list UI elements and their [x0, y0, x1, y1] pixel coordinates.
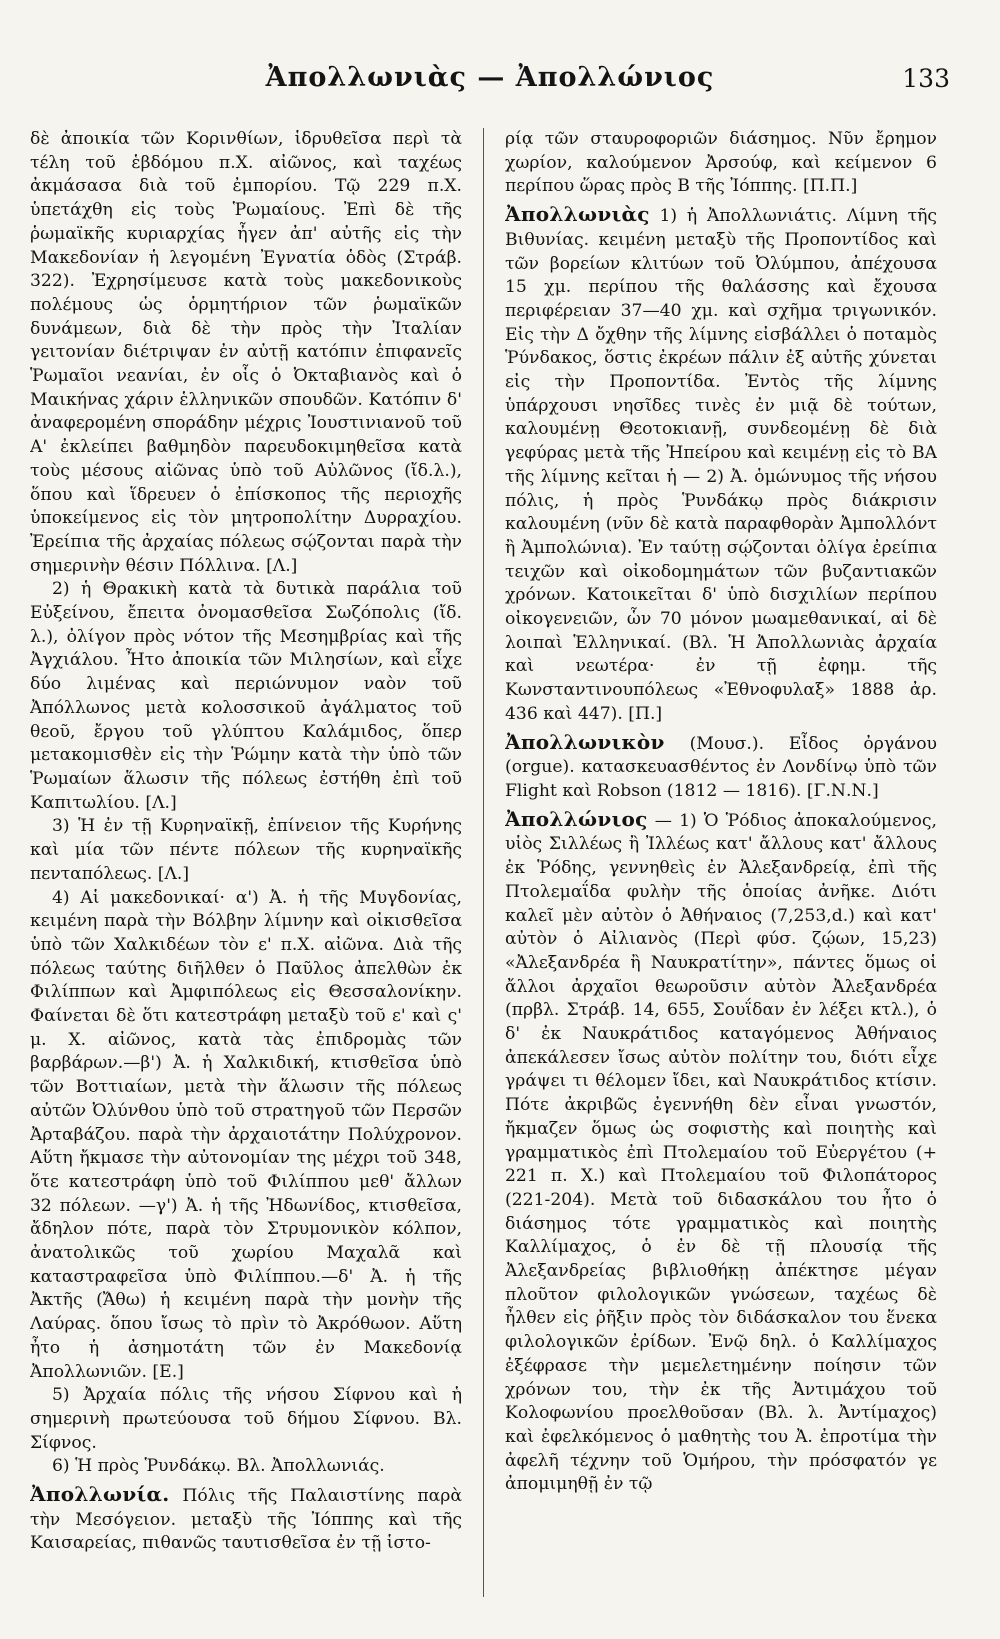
entry-text: — 1) Ὁ Ῥόδιος ἀποκαλούμενος, υἱὸς Σιλλέως ἢ Ἰλλέως κατ' ἄλλους κατ' ἄλλους ἐκ Ῥόδης, γεννηθεὶς ἐν Ἀλεξανδρείᾳ, ἐπὶ τῆς Πτολεμαΐδα φυλὴν τῆς ὁποίας ἀνῆκε. Διότι καλεῖ μὲν αὐτὸν ὁ Ἀθήναιος (7,253,d.) καὶ κατ' αὐτὸν ὁ Αἰλιανὸς (Περὶ φύσ. ζῴων, 15,23) «Ἀλεξανδρέα ἢ Ναυκρατίτην», πάντες ὅμως οἱ ἄλλοι ἀρχαῖοι θεωροῦσιν αὐτὸν Ἀλεξανδρέα (πρβλ. Στράβ. 14, 655, Σουΐδαν ἐν λέξει κτλ.), ὁ δ' ἐκ Ναυκράτιδος καταγόμενος Ἀθήναιος ἀπεκάλεσεν ἴσως αὐτὸν πολίτην του, διότι εἶχε γράψει τι θέλομεν ἴδει, καὶ Ναυκράτιδος κτίσιν. Πότε ἀκριβῶς ἐγεννήθη δὲν εἶναι γνωστόν, ἤκμαζεν ὅμως ὡς σοφιστὴς καὶ ποιητὴς καὶ γραμματικὸς ἐπὶ Πτολεμαίου τοῦ Εὐεργέτου (+ 221 π. Χ.) καὶ Πτολεμαίου τοῦ Φιλοπάτορος (221-204). Μετὰ τοῦ διδασκάλου του ἦτο ὁ διάσημος τότε γραμματικὸς καὶ ποιητὴς Καλλίμαχος, ὁ ἐν δὲ τῇ πλουσίᾳ τῆς Ἀλεξανδρείας βιβλιοθήκῃ ἀπέκτησε μέγαν πλοῦτον φιλολογικῶν γνώσεων, ταχέως δὲ ἦλθεν εἰς ῥῆξιν πρὸς τὸν διδάσκαλον του ἕνεκα φιλολογικῶν ἐρίδων. Ἐνῷ δηλ. ὁ Καλλίμαχος ἐξέφρασε τὴν μεμελετημένην ποίησιν τῶν χρόνων του, τὴν ἐκ τῆς Ἀντιμάχου τοῦ Κολοφωνίου προελθοῦσαν (Βλ. λ. Ἀντίμαχος) καὶ ἐφελκόμενος ὁ μαθητὴς του Ἀ. ἐπροτίμα τὴν ἀφελῆ τέχνην τοῦ Ὁμήρου, τὴν πρόσφατόν γε ἀπομιμηθῇ ἐν τῷ	[505, 810, 937, 1495]
entry-text: (Μουσ.). Εἶδος ὀργάνου (orgue). κατασκευασθέντος ἐν Λονδίνῳ ὑπὸ τῶν Flight καὶ Robson (1812 — 1816). [Γ.Ν.Ν.]	[505, 733, 937, 801]
entry-headword: Ἀπολλωνιὰς	[505, 202, 650, 227]
entry-apollonia	[30, 1483, 462, 1556]
paragraph: ρίᾳ τῶν σταυροφοριῶν διάσημος. Νῦν ἔρημον χωρίον, καλούμενον Ἀρσούφ, καὶ κείμενον 6 περίπου ὥρας πρὸς Β τῆς Ἰόππης. [Π.Π.]	[505, 129, 937, 197]
entry-headword: Ἀπολλωνία.	[30, 1482, 170, 1507]
entry-headword: Ἀπολλώνιος	[505, 806, 648, 831]
entry-text: 1) ἡ Ἀπολλωνιάτις. Λίμνη τῆς Βιθυνίας. κειμένη μεταξὺ τῆς Προποντίδος καὶ τῶν βορείων κλιτύων τοῦ Ὀλύμπου, ἀπέχουσα 15 χμ. περίπου τῆς θαλάσσης καὶ ἔχουσα περιφέρειαν 37—40 χμ. καὶ σχῆμα τριγωνικόν. Εἰς τὴν Δ ὄχθην τῆς λίμνης εἰσβάλλει ὁ ποταμὸς Ῥύνδακος, ὅστις ἐκρέων πάλιν ἐξ αὐτῆς χύνεται εἰς τὴν Προποντίδα. Ἐντὸς τῆς λίμνης ὑπάρχουσι νησῖδες τινὲς ἐν μιᾷ δὲ τούτων, καλουμένῃ Θεοτοκιανῇ, συνδεομένῃ δὲ διὰ γεφύρας μετὰ τῆς Ἠπείρου καὶ κειμένῃ εἰς τὸ ΒΑ τῆς λίμνης κεῖται ἡ — 2) Ἀ. ὁμώνυμος τῆς νήσου πόλις, ἡ πρὸς Ῥυνδάκῳ πρὸς διάκρισιν καλουμένη (νῦν δὲ κατὰ παραφθορὰν Ἀμπολλόντ ἢ Ἀμπολώνια). Ἐν ταύτῃ σῴζονται ὀλίγα ἐρείπια τειχῶν καὶ οἰκοδομημάτων τῶν βυζαντιακῶν χρόνων. Κατοικεῖται δ' ὑπὸ δισχιλίων περίπου οἰκογενειῶν, ὧν 70 μόνον μωαμεθανικαί, αἱ δὲ λοιπαὶ Ἑλληνικαί. (Βλ. Ἡ Ἀπολλωνιὰς ἀρχαία καὶ νεωτέρα· ἐν τῇ ἐφημ. τῆς Κωνσταντινουπόλεως «Ἐθνοφυλαξ» 1888 ἀρ. 436 καὶ 447). [Π.]	[505, 206, 937, 724]
entry-text: Πόλις τῆς Παλαιστίνης παρὰ τὴν Μεσόγειον. μεταξὺ τῆς Ἰόππης καὶ τῆς Καισαρείας, πιθανῶς ταυτισθεῖσα ἐν τῇ ἱστο-	[30, 1486, 462, 1554]
page-number: 133	[902, 64, 950, 93]
paragraph: 2) ἡ Θρακικὴ κατὰ τὰ δυτικὰ παράλια τοῦ Εὐξείνου, ἔπειτα ὀνομασθεῖσα Σωζόπολις (ἴδ. λ.), ὀλίγον πρὸς νότον τῆς Μεσημβρίας καὶ τῆς Ἀγχιάλου. Ἦτο ἀποικία τῶν Μιλησίων, καὶ εἶχε δύο λιμένας καὶ περιώνυμον ναὸν τοῦ Ἀπόλλωνος μετὰ κολοσσικοῦ ἀγάλματος τοῦ θεοῦ, ἔργου τοῦ γλύπτου Καλάμιδος, ὅπερ μετακομισθὲν εἰς τὴν Ῥώμην κατὰ τὴν ὑπὸ τῶν Ῥωμαίων ἅλωσιν τῆς πόλεως ἐστήθη ἐπὶ τοῦ Καπιτωλίου. [Λ.]	[30, 579, 462, 813]
entry-apolloniás	[505, 203, 937, 726]
left-column	[30, 128, 462, 1619]
page-header	[30, 62, 950, 102]
entry-apollonikon	[505, 731, 937, 804]
entry-apollonios	[505, 808, 937, 1497]
paragraph: 5) Ἀρχαία πόλις τῆς νήσου Σίφνου καὶ ἡ σημερινὴ πρωτεύουσα τοῦ δήμου Σίφνου. Βλ. Σίφνος.	[30, 1385, 462, 1453]
right-column	[505, 128, 937, 1619]
paragraph: 4) Αἱ μακεδονικαί· α') Ἀ. ἡ τῆς Μυγδονίας, κειμένη παρὰ τὴν Βόλβην λίμνην καὶ οἰκισθεῖσα ὑπὸ τῶν Χαλκιδέων τὸν ε' π.Χ. αἰῶνα. Διὰ τῆς πόλεως ταύτης διῆλθεν ὁ Παῦλος ἀπελθὼν ἐκ Φιλίππων καὶ Ἀμφιπόλεως εἰς Θεσσαλονίκην. Φαίνεται δὲ ὅτι κατεστράφη μεταξὺ τοῦ ε' καὶ ς' μ. Χ. αἰῶνος, κατὰ τὰς ἐπιδρομὰς τῶν βαρβάρων.—β') Ἀ. ἡ Χαλκιδική, κτισθεῖσα ὑπὸ τῶν Βοττιαίων, μετὰ τὴν ἅλωσιν τῆς πόλεως αὐτῶν Ὀλύνθου ὑπὸ τοῦ στρατηγοῦ τῶν Περσῶν Ἀρταβάζου. παρὰ τὴν ἀρχαιοτάτην Πολύχρονον. Αὕτη ἤκμασε τὴν αὐτονομίαν της μέχρι τοῦ 348, ὅτε κατεστράφη ὑπὸ τοῦ Φιλίππου μεθ' ἄλλων 32 πόλεων. —γ') Ἀ. ἡ τῆς Ἠδωνίδος, κτισθεῖσα, ἄδηλον πότε, παρὰ τὸν Στρυμονικὸν κόλπον, ἀνατολικῶς τοῦ χωρίου Μαχαλᾶ καὶ καταστραφεῖσα ὑπὸ Φιλίππου.—δ' Ἀ. ἡ τῆς Ἀκτῆς (Ἄθω) ἡ κειμένη παρὰ τὴν μονὴν τῆς Λαύρας. ὅπου ἴσως τὸ πρὶν τὸ Ἀκρόθωον. Αὕτη ἦτο ἡ ἀσημοτάτη τῶν ἐν Μακεδονίᾳ Ἀπολλωνιῶν. [Ε.]	[30, 887, 462, 1382]
paragraph: 3) Ἡ ἐν τῇ Κυρηναϊκῇ, ἐπίνειον τῆς Κυρήνης καὶ μία τῶν πέντε πόλεων τῆς κυρηναϊκῆς πενταπόλεως. [Λ.]	[30, 816, 462, 884]
running-head: Ἀπολλωνιὰς — Ἀπολλώνιος	[265, 62, 715, 93]
column-rule	[483, 128, 484, 1597]
paragraph: 6) Ἡ πρὸς Ῥυνδάκῳ. Βλ. Ἀπολλωνιάς.	[52, 1456, 385, 1477]
paragraph: δὲ ἀποικία τῶν Κορινθίων, ἱδρυθεῖσα περὶ τὰ τέλη τοῦ ἑβδόμου π.Χ. αἰῶνος, καὶ ταχέως ἀκμάσασα διὰ τοῦ ἐμπορίου. Τῷ 229 π.Χ. ὑπετάχθη εἰς τοὺς Ῥωμαίους. Ἐπὶ δὲ τῆς ῥωμαϊκῆς κυριαρχίας ἦγεν ἀπ' αὐτῆς εἰς τὴν Μακεδονίαν ἡ λεγομένη Ἐγνατία ὁδὸς (Στράβ. 322). Ἐχρησίμευσε κατὰ τοὺς μακεδονικοὺς πολέμους ὡς ὁρμητήριον τῶν ῥωμαϊκῶν δυνάμεων, διὰ δὲ τὴν πρὸς τὴν Ἰταλίαν γειτονίαν διέτριψαν ἐν αὐτῇ κατόπιν ἐπιφανεῖς Ῥωμαῖοι νεανίαι, ἐν οἷς ὁ Ὀκταβιανὸς καὶ ὁ Μαικήνας χάριν ἑλληνικῶν σπουδῶν. Κατόπιν δ' ἀναφερομένη σποράδην μέχρις Ἰουστινιανοῦ τοῦ Α' ἐκλείπει βαθμηδὸν παρευδοκιμηθεῖσα κατὰ τοὺς μέσους αἰῶνας ὑπὸ τοῦ Αὐλῶνος (ἴδ.λ.), ὅπου καὶ ἵδρευεν ὁ ἐπίσκοπος τῆς περιοχῆς ὑποκείμενος εἰς τὸν μητροπολίτην Δυρραχίου. Ἐρείπια τῆς ἀρχαίας πόλεως σῴζονται παρὰ τὴν σημερινὴν θέσιν Πόλλινα. [Λ.]	[30, 129, 462, 576]
entry-headword: Ἀπολλωνικὸν	[505, 729, 665, 754]
